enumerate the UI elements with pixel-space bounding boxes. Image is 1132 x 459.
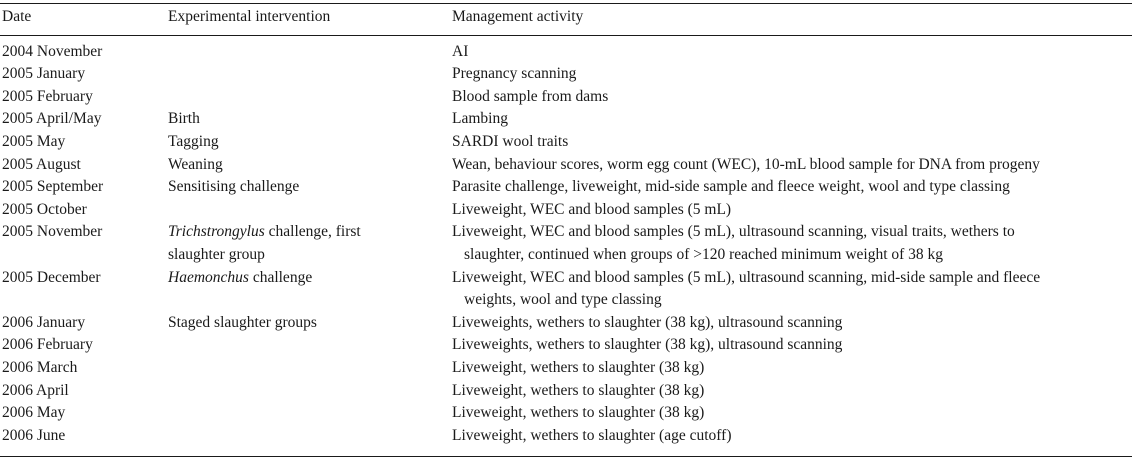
cell-management-activity (452, 334, 1132, 357)
cell-experimental-intervention (168, 221, 428, 266)
cell-management-activity (452, 176, 1132, 199)
cell-date: 2005 August (2, 155, 81, 173)
cell-experimental-intervention (168, 131, 428, 154)
cell-management-activity (452, 380, 1132, 403)
management-line: Liveweights, wethers to slaughter (38 kg), ultrasound scanning (452, 336, 843, 354)
management-line: Liveweight, WEC and blood samples (5 mL), ultrasound scanning, visual traits, wethers to (452, 223, 1015, 241)
cell-management-activity (452, 402, 1132, 425)
cell-management-activity (452, 63, 1132, 86)
italic-genus-name: Trichstrongylus (168, 223, 265, 241)
cell-management-activity (452, 41, 1132, 64)
management-line: Liveweight, wethers to slaughter (age cutoff) (452, 426, 732, 444)
cell-date: 2005 September (2, 178, 104, 196)
cell-text-segment: slaughter group (168, 245, 265, 263)
cell-date: 2005 December (2, 268, 101, 286)
management-line: Lambing (452, 110, 508, 128)
table-header-rule (0, 35, 1132, 36)
management-line: Liveweight, wethers to slaughter (38 kg) (452, 381, 705, 399)
cell-date: 2006 February (2, 336, 93, 354)
cell-date: 2005 April/May (2, 110, 102, 128)
cell-text-segment: challenge, first (264, 223, 361, 241)
management-line: Liveweight, WEC and blood samples (5 mL) (452, 200, 732, 218)
cell-date: 2006 May (2, 404, 66, 422)
cell-management-activity (452, 154, 1132, 177)
cell-management-activity (452, 131, 1132, 154)
cell-date: 2006 March (2, 358, 78, 376)
cell-management-activity (452, 267, 1132, 312)
header-experimental-intervention: Experimental intervention (168, 8, 331, 25)
cell-text-segment: Staged slaughter groups (168, 313, 317, 331)
cell-text-segment: Weaning (168, 155, 223, 173)
cell-date: 2005 May (2, 132, 66, 150)
cell-management-activity (452, 108, 1132, 131)
cell-text-segment: Sensitising challenge (168, 178, 300, 196)
cell-date: 2005 November (2, 223, 103, 241)
cell-date: 2006 April (2, 381, 69, 399)
cell-text-segment: challenge (248, 268, 313, 286)
management-line: Blood sample from dams (452, 87, 609, 105)
cell-management-activity (452, 86, 1132, 109)
table-top-rule (0, 3, 1132, 4)
cell-management-activity (452, 312, 1132, 335)
cell-date: 2005 February (2, 87, 93, 105)
management-line: slaughter, continued when groups of >120 reached minimum weight of 38 kg (464, 245, 944, 263)
cell-experimental-intervention (168, 176, 428, 199)
management-line: AI (452, 42, 469, 60)
italic-genus-name: Haemonchus (168, 268, 249, 286)
cell-management-activity (452, 199, 1132, 222)
header-date: Date (2, 8, 32, 25)
cell-date: 2006 June (2, 426, 66, 444)
cell-management-activity (452, 357, 1132, 380)
management-line: Liveweights, wethers to slaughter (38 kg), ultrasound scanning (452, 313, 843, 331)
management-line: Parasite challenge, liveweight, mid-side sample and fleece weight, wool and type classing (452, 178, 1010, 196)
management-line: weights, wool and type classing (464, 291, 662, 309)
cell-management-activity (452, 221, 1132, 266)
cell-date: 2005 January (2, 65, 86, 83)
management-line: Liveweight, wethers to slaughter (38 kg) (452, 358, 705, 376)
cell-experimental-intervention (168, 267, 428, 290)
cell-experimental-intervention (168, 154, 428, 177)
cell-date: 2006 January (2, 313, 86, 331)
management-line: Pregnancy scanning (452, 65, 577, 83)
table-bottom-rule (0, 456, 1132, 457)
cell-text-segment: Birth (168, 110, 200, 128)
management-line: Wean, behaviour scores, worm egg count (WEC), 10-mL blood sample for DNA from progeny (452, 155, 1040, 173)
cell-experimental-intervention (168, 312, 428, 335)
header-management-activity: Management activity (452, 8, 584, 25)
cell-text-segment: Tagging (168, 132, 219, 150)
cell-management-activity (452, 425, 1132, 448)
management-line: Liveweight, WEC and blood samples (5 mL), ultrasound scanning, mid-side sample and fleece (452, 268, 1041, 286)
management-line: Liveweight, wethers to slaughter (38 kg) (452, 404, 705, 422)
management-line: SARDI wool traits (452, 132, 569, 150)
cell-date: 2004 November (2, 42, 103, 60)
cell-experimental-intervention (168, 108, 428, 131)
cell-date: 2005 October (2, 200, 87, 218)
